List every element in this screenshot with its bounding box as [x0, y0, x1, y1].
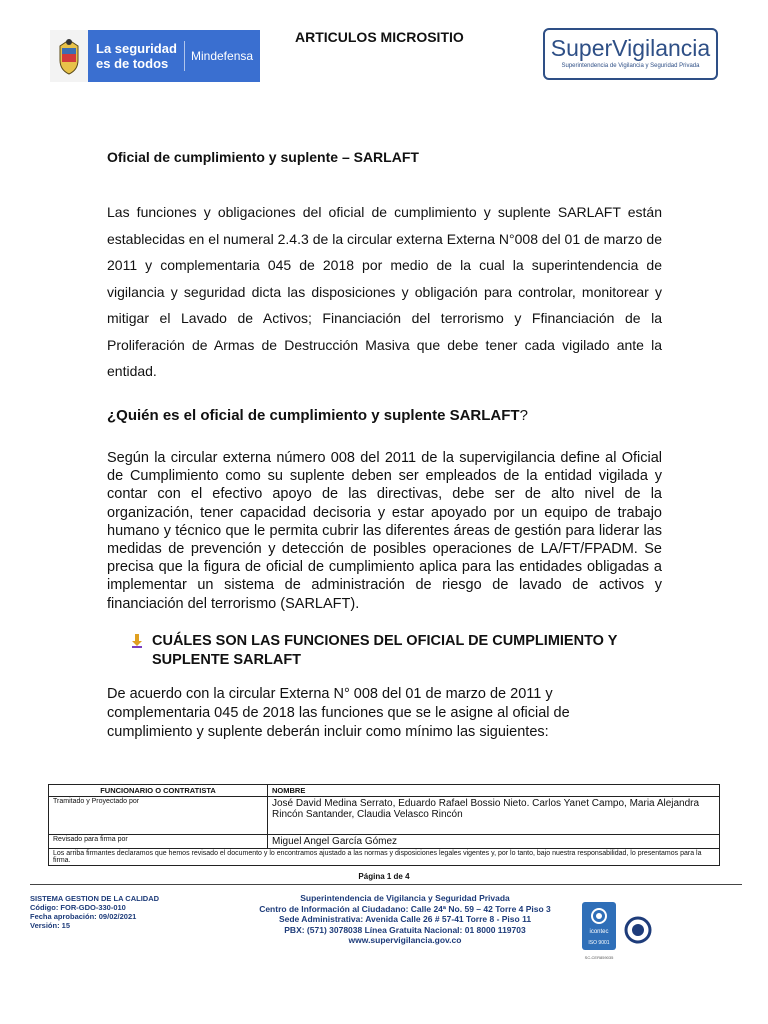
icontec-label: icontec — [589, 929, 609, 935]
role-cell: Tramitado y Proyectado por — [49, 797, 268, 835]
gov-slogan: La seguridad es de todos — [96, 41, 177, 71]
functions-heading-text: CUÁLES SON LAS FUNCIONES DEL OFICIAL DE CUMPLIMIENTO Y SUPLENTE SARLAFT — [152, 633, 618, 668]
footer-citizen-center: Centro de Información al Ciudadano: Calle 24ª No. 59 – 42 Torre 4 Piso 3 — [259, 903, 551, 914]
question-heading-text: ¿Quién es el oficial de cumplimiento y suplente SARLAFT — [107, 407, 520, 424]
supervigilancia-logo — [543, 28, 718, 80]
table-row — [49, 835, 720, 849]
question-heading — [107, 407, 662, 424]
role-cell: Revisado para firma por — [49, 835, 268, 849]
footer-contact-info — [170, 893, 640, 946]
footer-phone: PBX: (571) 3078038 Línea Gratuita Nacional: 01 8000 119703 — [284, 924, 526, 935]
supervigilancia-logo-name: SuperVigilancia — [550, 35, 711, 61]
footer-website: www.supervigilancia.gov.co — [348, 935, 462, 946]
supervigilancia-logo-subtitle: Superintendencia de Vigilancia y Seguridad Privada — [561, 63, 700, 69]
footer-entity-name: Superintendencia de Vigilancia y Seguridad Privada — [300, 893, 510, 903]
footer-code: Código: FOR-GDO-330-010 — [30, 903, 126, 912]
iso-label: ISO 9001 — [588, 940, 610, 946]
col2-header: NOMBRE — [268, 785, 720, 797]
icontec-certification-icon — [582, 902, 672, 962]
table-row — [49, 797, 720, 835]
arrow-bullet-icon — [130, 634, 144, 654]
names-cell: Miguel Angel García Gómez — [268, 835, 720, 849]
footer-version: Versión: 15 — [30, 921, 71, 930]
section-title: Oficial de cumplimiento y suplente – SARLAFT — [107, 149, 419, 165]
signature-table — [48, 784, 720, 866]
names-cell: José David Medina Serrato, Eduardo Rafael Bossio Nieto. Carlos Yanet Campo, Maria Alejandra Rincón Santander, Claudia Velasco Rincón — [268, 797, 720, 835]
footer-admin-address: Sede Administrativa: Avenida Calle 26 # 57-41 Torre 8 - Piso 11 — [278, 914, 532, 925]
definition-paragraph: Según la circular externa número 008 del 2011 de la supervigilancia define al Oficial de Cumplimiento como su suplente deben ser empleados de la entidad vigilada y contar con el efectivo apoyo de las directivas, debe ser de alto nivel de la organización, tener capacidad decisoria y estar apoyado por un equipo de trabajo humano y técnico que le permita cubrir las diferentes áreas de gestión para liderar las medidas de prevención y detección de posibles operaciones de LA/FT/FPADM. Se precisa que la figura de oficial de cumplimiento aplica para las entidades obligadas a implementar un sistema de administración de riesgo de lavado de activos y financiación del terrorismo (SARLAFT). — [107, 450, 662, 612]
table-header-row — [49, 785, 720, 797]
certification-logos — [582, 902, 672, 962]
gobierno-logo — [50, 30, 260, 82]
intro-paragraph: Las funciones y obligaciones del oficial de cumplimiento y suplente SARLAFT están establecidas en el numeral 2.4.3 de la circular externa Externa N°008 del 01 de marzo de 2011 y complementaria 045 de 2018 por medio de la cual la superintendencia de vigilancia y seguridad dicta las disposiciones y obligación para controlar, monitorear y mitigar el Lavado de Activos; Financiación del terrorismo y Ffinanciación de la Proliferación de Armas de Destrucción Masiva que debe tener cada vigilado ante la entidad. — [107, 204, 662, 379]
footer-divider — [30, 884, 742, 885]
table-row — [49, 849, 720, 866]
colombia-seal-icon — [50, 30, 88, 82]
functions-paragraph: De acuerdo con la circular Externa N° 008 del 01 de marzo de 2011 y complementaria 045 de 2018 las funciones que se le asigne al oficial de cumplimiento y suplente deberán incluir como mínimo las siguientes: — [107, 686, 570, 740]
functions-heading — [130, 632, 670, 670]
footer-system: SISTEMA GESTION DE LA CALIDAD — [30, 894, 160, 903]
footer-quality-info — [30, 894, 159, 930]
document-header-title: ARTICULOS MICROSITIO — [295, 29, 464, 45]
gov-ministry: Mindefensa — [184, 41, 253, 71]
declaration-cell: Los arriba firmantes declaramos que hemos revisado el documento y lo encontramos ajustado a las normas y disposiciones legales vigentes y, por lo tanto, bajo nuestra responsabilidad, lo presentamos para la firma. — [49, 849, 720, 866]
page-number: Página 1 de 4 — [358, 872, 410, 881]
question-mark: ? — [519, 407, 528, 424]
col1-header: FUNCIONARIO O CONTRATISTA — [49, 785, 268, 797]
cert-code: SC-CER859035 — [584, 955, 614, 960]
footer-approval-date: Fecha aprobación: 09/02/2021 — [30, 912, 137, 921]
